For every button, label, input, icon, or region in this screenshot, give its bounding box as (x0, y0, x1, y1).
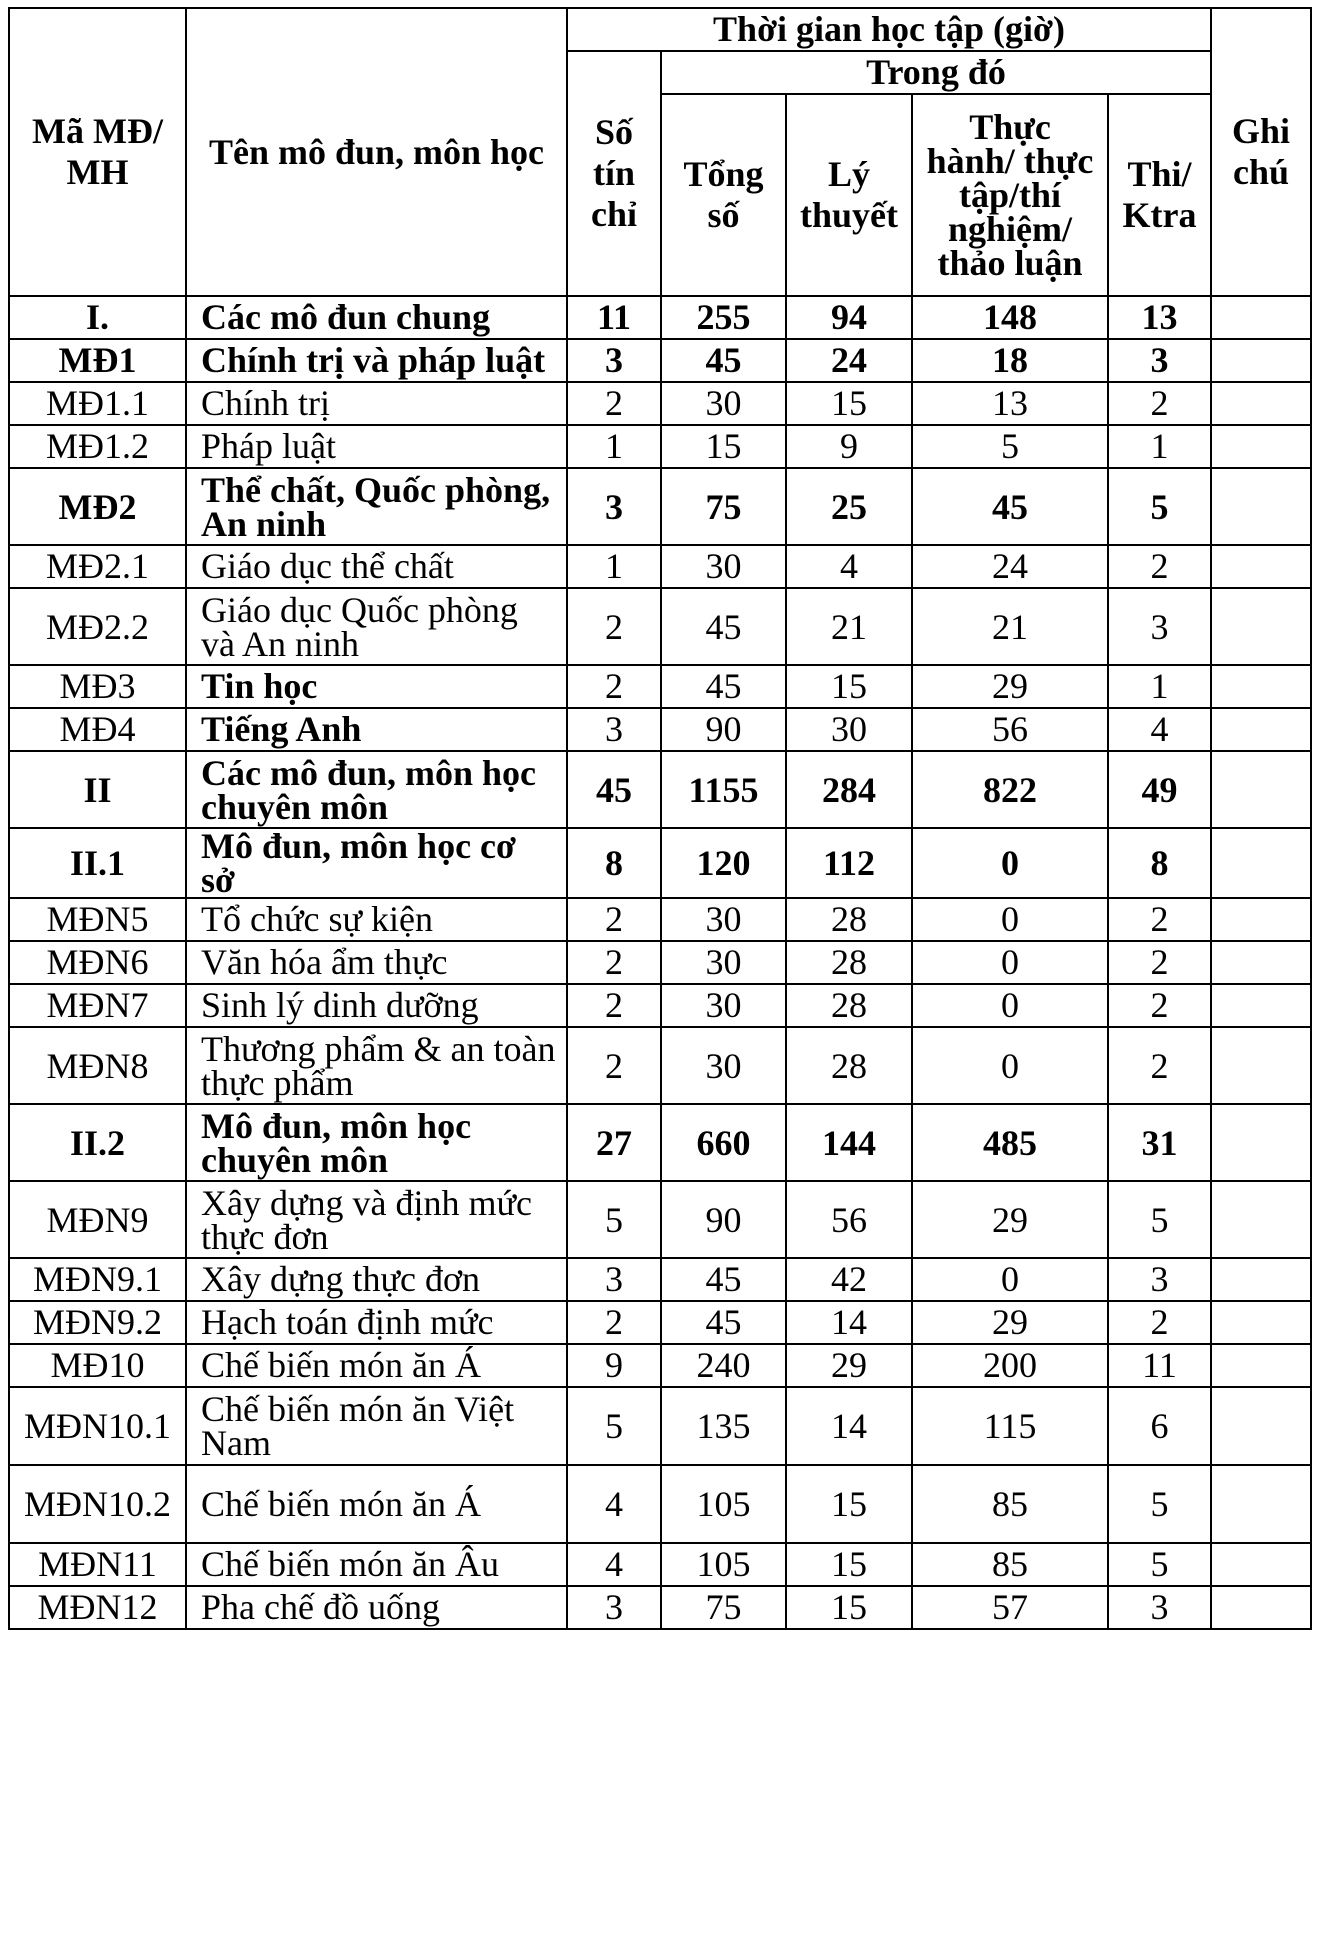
cell-theory: 15 (786, 665, 912, 708)
table-row (9, 1258, 1311, 1301)
cell-exam: 2 (1108, 984, 1211, 1027)
cell-total: 120 (661, 828, 786, 898)
cell-total: 1155 (661, 751, 786, 828)
cell-credits: 11 (567, 296, 661, 339)
cell-credits: 4 (567, 1465, 661, 1543)
cell-total: 30 (661, 1027, 786, 1104)
cell-credits: 2 (567, 588, 661, 665)
cell-practice: 56 (912, 708, 1108, 751)
cell-credits: 3 (567, 468, 661, 545)
cell-exam: 49 (1108, 751, 1211, 828)
cell-total: 45 (661, 1301, 786, 1344)
cell-credits: 3 (567, 339, 661, 382)
cell-note (1211, 1543, 1311, 1586)
cell-total: 75 (661, 468, 786, 545)
cell-code: II.1 (9, 828, 186, 898)
table-body (9, 296, 1311, 1629)
cell-name: Giáo dục thể chất (186, 545, 567, 588)
cell-total: 240 (661, 1344, 786, 1387)
cell-total: 30 (661, 941, 786, 984)
cell-total: 30 (661, 382, 786, 425)
header-exam: Thi/ Ktra (1108, 94, 1211, 296)
cell-credits: 2 (567, 898, 661, 941)
cell-theory: 14 (786, 1301, 912, 1344)
cell-exam: 31 (1108, 1104, 1211, 1181)
cell-code: II.2 (9, 1104, 186, 1181)
cell-name: Mô đun, môn học cơ sở (186, 828, 567, 898)
cell-name: Các mô đun chung (186, 296, 567, 339)
cell-practice: 485 (912, 1104, 1108, 1181)
cell-exam: 2 (1108, 1027, 1211, 1104)
cell-theory: 14 (786, 1387, 912, 1465)
cell-exam: 6 (1108, 1387, 1211, 1465)
cell-exam: 1 (1108, 665, 1211, 708)
cell-name: Chế biến món ăn Á (186, 1465, 567, 1543)
cell-practice: 148 (912, 296, 1108, 339)
cell-total: 30 (661, 984, 786, 1027)
cell-exam: 3 (1108, 588, 1211, 665)
cell-credits: 2 (567, 1027, 661, 1104)
cell-theory: 24 (786, 339, 912, 382)
cell-exam: 2 (1108, 898, 1211, 941)
cell-code: MĐ2 (9, 468, 186, 545)
cell-total: 660 (661, 1104, 786, 1181)
cell-exam: 3 (1108, 1586, 1211, 1629)
table-row (9, 339, 1311, 382)
table-row (9, 708, 1311, 751)
cell-theory: 15 (786, 1543, 912, 1586)
cell-credits: 3 (567, 708, 661, 751)
cell-credits: 2 (567, 382, 661, 425)
header-practice: Thực hành/ thực tập/thí nghiệm/ thảo luận (912, 94, 1108, 296)
cell-practice: 0 (912, 898, 1108, 941)
cell-code: MĐN9.1 (9, 1258, 186, 1301)
cell-theory: 94 (786, 296, 912, 339)
cell-credits: 9 (567, 1344, 661, 1387)
cell-theory: 28 (786, 898, 912, 941)
table-row (9, 984, 1311, 1027)
cell-theory: 28 (786, 1027, 912, 1104)
cell-note (1211, 751, 1311, 828)
cell-name: Chế biến món ăn Việt Nam (186, 1387, 567, 1465)
cell-name: Tổ chức sự kiện (186, 898, 567, 941)
cell-credits: 2 (567, 665, 661, 708)
cell-note (1211, 425, 1311, 468)
cell-code: MĐ4 (9, 708, 186, 751)
cell-practice: 0 (912, 828, 1108, 898)
cell-code: I. (9, 296, 186, 339)
cell-exam: 2 (1108, 941, 1211, 984)
cell-total: 75 (661, 1586, 786, 1629)
cell-name: Tin học (186, 665, 567, 708)
cell-practice: 85 (912, 1543, 1108, 1586)
cell-name: Pháp luật (186, 425, 567, 468)
cell-theory: 28 (786, 984, 912, 1027)
cell-exam: 5 (1108, 1465, 1211, 1543)
cell-code: MĐ3 (9, 665, 186, 708)
cell-name: Hạch toán định mức (186, 1301, 567, 1344)
cell-name: Chế biến món ăn Âu (186, 1543, 567, 1586)
cell-note (1211, 1387, 1311, 1465)
cell-practice: 13 (912, 382, 1108, 425)
cell-theory: 29 (786, 1344, 912, 1387)
cell-code: MĐN10.2 (9, 1465, 186, 1543)
cell-exam: 8 (1108, 828, 1211, 898)
cell-total: 45 (661, 665, 786, 708)
cell-credits: 8 (567, 828, 661, 898)
cell-note (1211, 1586, 1311, 1629)
cell-name: Xây dựng và định mức thực đơn (186, 1181, 567, 1258)
cell-note (1211, 468, 1311, 545)
cell-note (1211, 828, 1311, 898)
cell-note (1211, 984, 1311, 1027)
cell-theory: 30 (786, 708, 912, 751)
cell-total: 30 (661, 898, 786, 941)
header-total: Tổng số (661, 94, 786, 296)
curriculum-table (8, 7, 1312, 1630)
cell-exam: 5 (1108, 468, 1211, 545)
header-row-1 (9, 8, 1311, 51)
cell-total: 45 (661, 1258, 786, 1301)
cell-note (1211, 1301, 1311, 1344)
cell-note (1211, 1465, 1311, 1543)
cell-exam: 2 (1108, 545, 1211, 588)
table-row (9, 545, 1311, 588)
cell-theory: 112 (786, 828, 912, 898)
cell-total: 135 (661, 1387, 786, 1465)
cell-credits: 2 (567, 941, 661, 984)
cell-total: 30 (661, 545, 786, 588)
cell-exam: 1 (1108, 425, 1211, 468)
cell-credits: 3 (567, 1586, 661, 1629)
cell-note (1211, 1344, 1311, 1387)
table-row (9, 828, 1311, 898)
table-row (9, 425, 1311, 468)
table-row (9, 382, 1311, 425)
table-row (9, 1027, 1311, 1104)
cell-code: MĐN8 (9, 1027, 186, 1104)
cell-code: MĐ2.1 (9, 545, 186, 588)
cell-practice: 24 (912, 545, 1108, 588)
cell-practice: 0 (912, 984, 1108, 1027)
table-row (9, 1543, 1311, 1586)
table-row (9, 941, 1311, 984)
cell-name: Văn hóa ẩm thực (186, 941, 567, 984)
cell-note (1211, 545, 1311, 588)
cell-note (1211, 665, 1311, 708)
cell-exam: 2 (1108, 382, 1211, 425)
cell-theory: 21 (786, 588, 912, 665)
cell-code: MĐN7 (9, 984, 186, 1027)
cell-credits: 1 (567, 425, 661, 468)
table-row (9, 1586, 1311, 1629)
cell-theory: 144 (786, 1104, 912, 1181)
cell-credits: 2 (567, 984, 661, 1027)
cell-theory: 15 (786, 1586, 912, 1629)
table-row (9, 1465, 1311, 1543)
cell-code: MĐN6 (9, 941, 186, 984)
table-row (9, 1387, 1311, 1465)
cell-theory: 42 (786, 1258, 912, 1301)
cell-exam: 11 (1108, 1344, 1211, 1387)
table-row (9, 898, 1311, 941)
cell-note (1211, 382, 1311, 425)
cell-code: MĐ10 (9, 1344, 186, 1387)
cell-exam: 13 (1108, 296, 1211, 339)
cell-code: MĐN9 (9, 1181, 186, 1258)
table-row (9, 751, 1311, 828)
cell-practice: 200 (912, 1344, 1108, 1387)
cell-name: Sinh lý dinh dưỡng (186, 984, 567, 1027)
cell-practice: 29 (912, 1301, 1108, 1344)
header-credits: Số tín chỉ (567, 51, 661, 296)
cell-name: Pha chế đồ uống (186, 1586, 567, 1629)
cell-total: 90 (661, 708, 786, 751)
cell-name: Giáo dục Quốc phòng và An ninh (186, 588, 567, 665)
cell-name: Chế biến món ăn Á (186, 1344, 567, 1387)
cell-practice: 45 (912, 468, 1108, 545)
cell-theory: 9 (786, 425, 912, 468)
cell-note (1211, 296, 1311, 339)
cell-note (1211, 941, 1311, 984)
cell-code: MĐ1 (9, 339, 186, 382)
table-row (9, 665, 1311, 708)
cell-credits: 5 (567, 1387, 661, 1465)
cell-practice: 18 (912, 339, 1108, 382)
cell-code: MĐN11 (9, 1543, 186, 1586)
cell-name: Chính trị (186, 382, 567, 425)
cell-theory: 4 (786, 545, 912, 588)
cell-name: Thương phẩm & an toàn thực phẩm (186, 1027, 567, 1104)
cell-total: 15 (661, 425, 786, 468)
cell-credits: 27 (567, 1104, 661, 1181)
cell-exam: 2 (1108, 1301, 1211, 1344)
cell-code: II (9, 751, 186, 828)
cell-credits: 1 (567, 545, 661, 588)
cell-note (1211, 1258, 1311, 1301)
table-row (9, 1104, 1311, 1181)
cell-credits: 2 (567, 1301, 661, 1344)
cell-exam: 3 (1108, 339, 1211, 382)
cell-code: MĐN5 (9, 898, 186, 941)
cell-practice: 21 (912, 588, 1108, 665)
cell-code: MĐN9.2 (9, 1301, 186, 1344)
cell-total: 45 (661, 588, 786, 665)
cell-credits: 3 (567, 1258, 661, 1301)
cell-practice: 29 (912, 1181, 1108, 1258)
cell-credits: 5 (567, 1181, 661, 1258)
header-theory: Lý thuyết (786, 94, 912, 296)
cell-total: 45 (661, 339, 786, 382)
cell-name: Xây dựng thực đơn (186, 1258, 567, 1301)
cell-code: MĐ1.2 (9, 425, 186, 468)
header-code: Mã MĐ/ MH (9, 8, 186, 296)
table-row (9, 1301, 1311, 1344)
cell-note (1211, 1027, 1311, 1104)
cell-name: Chính trị và pháp luật (186, 339, 567, 382)
cell-exam: 3 (1108, 1258, 1211, 1301)
cell-note (1211, 1181, 1311, 1258)
cell-total: 105 (661, 1543, 786, 1586)
cell-practice: 0 (912, 1258, 1108, 1301)
cell-practice: 0 (912, 941, 1108, 984)
cell-name: Các mô đun, môn học chuyên môn (186, 751, 567, 828)
cell-note (1211, 898, 1311, 941)
cell-total: 90 (661, 1181, 786, 1258)
header-name: Tên mô đun, môn học (186, 8, 567, 296)
cell-practice: 0 (912, 1027, 1108, 1104)
cell-total: 105 (661, 1465, 786, 1543)
cell-practice: 85 (912, 1465, 1108, 1543)
table-row (9, 1181, 1311, 1258)
cell-practice: 57 (912, 1586, 1108, 1629)
table-row (9, 296, 1311, 339)
header-time-group: Thời gian học tập (giờ) (567, 8, 1211, 51)
cell-code: MĐ2.2 (9, 588, 186, 665)
cell-note (1211, 708, 1311, 751)
cell-theory: 15 (786, 1465, 912, 1543)
cell-theory: 284 (786, 751, 912, 828)
cell-practice: 822 (912, 751, 1108, 828)
cell-credits: 45 (567, 751, 661, 828)
cell-exam: 5 (1108, 1543, 1211, 1586)
cell-theory: 25 (786, 468, 912, 545)
cell-code: MĐ1.1 (9, 382, 186, 425)
cell-practice: 115 (912, 1387, 1108, 1465)
cell-theory: 15 (786, 382, 912, 425)
table-row (9, 1344, 1311, 1387)
cell-note (1211, 1104, 1311, 1181)
cell-name: Thể chất, Quốc phòng, An ninh (186, 468, 567, 545)
cell-credits: 4 (567, 1543, 661, 1586)
table-row (9, 588, 1311, 665)
cell-name: Mô đun, môn học chuyên môn (186, 1104, 567, 1181)
cell-theory: 28 (786, 941, 912, 984)
cell-theory: 56 (786, 1181, 912, 1258)
cell-practice: 29 (912, 665, 1108, 708)
cell-total: 255 (661, 296, 786, 339)
cell-practice: 5 (912, 425, 1108, 468)
cell-code: MĐN10.1 (9, 1387, 186, 1465)
cell-name: Tiếng Anh (186, 708, 567, 751)
header-of-which: Trong đó (661, 51, 1211, 94)
cell-note (1211, 588, 1311, 665)
cell-exam: 4 (1108, 708, 1211, 751)
cell-note (1211, 339, 1311, 382)
cell-exam: 5 (1108, 1181, 1211, 1258)
cell-code: MĐN12 (9, 1586, 186, 1629)
header-note: Ghi chú (1211, 8, 1311, 296)
table-row (9, 468, 1311, 545)
